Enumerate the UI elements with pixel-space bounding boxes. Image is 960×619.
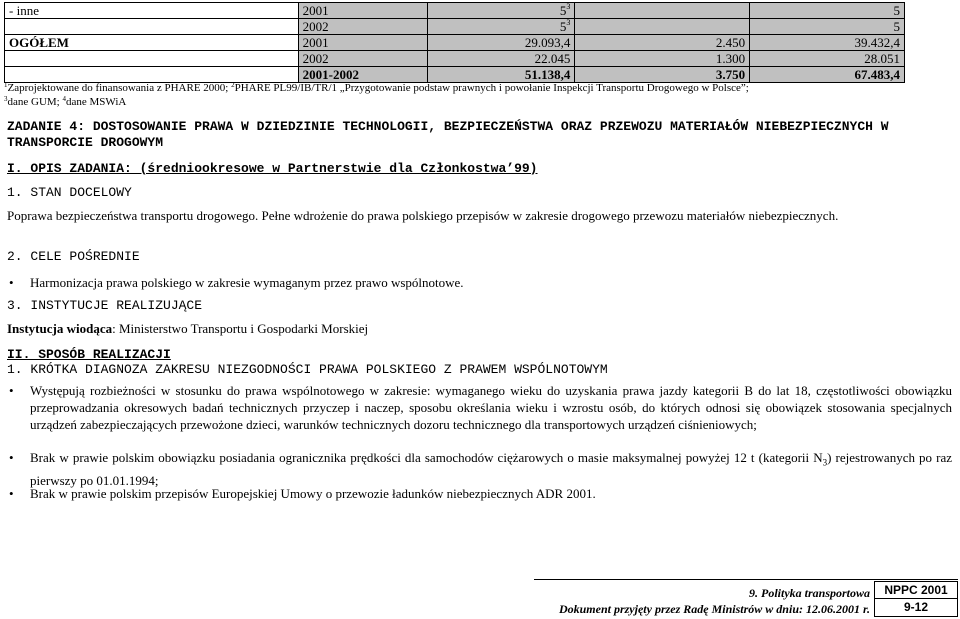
table-row <box>5 51 905 67</box>
list-item: • Występują rozbieżności w stosunku do prawa wspólnotowego w zakresie: wymaganego wieku do uzyskania prawa jazdy kategorii B do lat 18, częstotliwości obowiązku przeprowadzania okresowych badań technicznych przyczep i naczep, sposobu określania wieku i wzrostu osób, do których odnosi się obowiązek stosowania specjalnych urządzeń zabezpieczających przewożone dzieci, warunków technicznych dozoru technicznego dla transportowych urządzeń ciśnieniowych; <box>9 383 952 432</box>
value-cell: 3.750 <box>575 67 750 83</box>
table-row <box>5 19 905 35</box>
year-cell: 2002 <box>298 51 427 67</box>
year-cell: 2001-2002 <box>298 67 427 83</box>
value-cell: 22.045 <box>427 51 575 67</box>
row-label <box>5 19 299 35</box>
footer-doc-id: NPPC 2001 <box>884 583 948 597</box>
budget-table <box>4 2 905 83</box>
bullet-icon: • <box>9 486 14 501</box>
subsection-heading: 2. CELE POŚREDNIE <box>7 249 140 264</box>
value-cell: 51.138,4 <box>427 67 575 83</box>
section-heading: II. SPOSÓB REALIZACJI <box>7 347 171 362</box>
value-cell: $5^3$ <box>427 3 575 19</box>
subsection-heading: 1. KRÓTKA DIAGNOZA ZAKRESU NIEZGODNOŚCI PRAWA POLSKIEGO Z PRAWEM WSPÓLNOTOWYM <box>7 362 608 377</box>
footer-box <box>874 581 958 617</box>
bullet-icon: • <box>9 450 14 465</box>
row-label: OGÓŁEM <box>5 35 299 51</box>
subsection-heading: 3. INSTYTUCJE REALIZUJĄCE <box>7 298 203 313</box>
page-number: 9-12 <box>875 598 957 615</box>
value-cell: 5 <box>750 19 905 35</box>
value-cell: 29.093,4 <box>427 35 575 51</box>
row-label: - inne <box>5 3 299 19</box>
value-cell: 39.432,4 <box>750 35 905 51</box>
list-item: • Brak w prawie polskim przepisów Europejskiej Umowy o przewozie ładunków niebezpiecznych ADR 2001. <box>9 486 596 501</box>
bullet-icon: • <box>9 275 14 290</box>
value-cell: 2.450 <box>575 35 750 51</box>
section-heading: I. OPIS ZADANIA: (średniookresowe w Partnerstwie dla Członkostwa’99) <box>7 161 538 176</box>
footer-note: Dokument przyjęty przez Radę Ministrów w dniu: 12.06.2001 r. <box>558 602 870 616</box>
institution-line: Instytucja wiodąca: Ministerstwo Transportu i Gospodarki Morskiej <box>7 321 369 336</box>
table-row <box>5 35 905 51</box>
year-cell: 2002 <box>298 19 427 35</box>
value-cell <box>575 3 750 19</box>
year-cell: 2001 <box>298 3 427 19</box>
year-cell: 2001 <box>298 35 427 51</box>
paragraph: Poprawa bezpieczeństwa transportu drogowego. Pełne wdrożenie do prawa polskiego przepisów w zakresie drogowego przewozu materiałów niebezpiecznych. <box>7 208 839 223</box>
list-item: • Harmonizacja prawa polskiego w zakresie wymaganym przez prawo wspólnotowe. <box>9 275 464 290</box>
table-row <box>5 3 905 19</box>
value-cell: 1.300 <box>575 51 750 67</box>
subsection-heading: 1. STAN DOCELOWY <box>7 185 132 200</box>
row-label <box>5 51 299 67</box>
footnotes: $^1$Zaprojektowane do finansowania z PHARE 2000; $^2$PHARE PL99/IB/TR/1 „Przygotowanie podstaw prawnych i powołanie Inspekcji Transportu Drogowego w Polsce”; $^3$dane GUM; $^4$dane MSWiA <box>4 81 749 108</box>
page-footer <box>534 579 958 616</box>
list-item: • Brak w prawie polskim obowiązku posiadania ogranicznika prędkości dla samochodów ciężarowych o masie maksymalnej powyżej 12 t (kategorii $N_3$) rejestrowanych po raz pierwszy po 01.01.1994; <box>9 450 953 488</box>
footer-title: 9. Polityka transportowa <box>748 586 870 600</box>
bullet-icon: • <box>9 383 14 398</box>
value-cell: 5 <box>750 3 905 19</box>
value-cell: $5^3$ <box>427 19 575 35</box>
value-cell <box>575 19 750 35</box>
task-title: ZADANIE 4: DOSTOSOWANIE PRAWA W DZIEDZINIE TECHNOLOGII, BEZPIECZEŃSTWA ORAZ PRZEWOZU MATERIAŁÓW NIEBEZPIECZNYCH W TRANSPORCIE DROGOWYM <box>7 119 889 150</box>
value-cell: 28.051 <box>750 51 905 67</box>
value-cell: 67.483,4 <box>750 67 905 83</box>
